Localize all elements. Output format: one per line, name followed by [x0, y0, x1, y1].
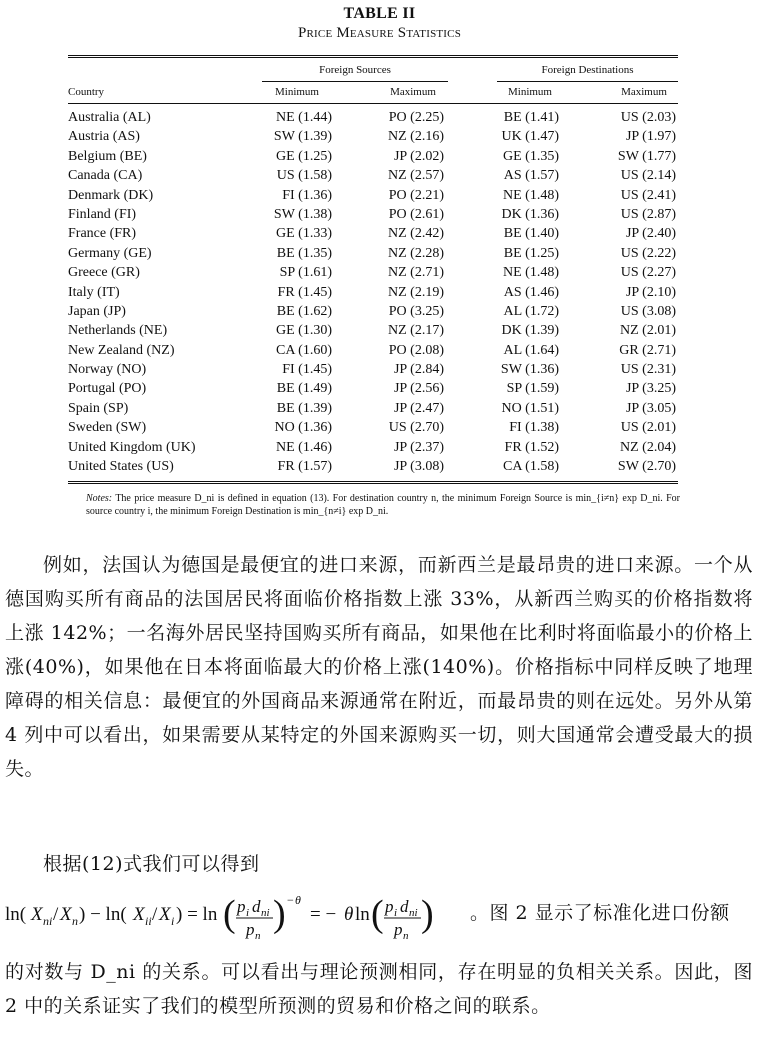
cell-source-min: FI (1.45) [282, 362, 332, 378]
cell-source-min: FI (1.36) [282, 187, 332, 203]
cell-source-min: BE (1.35) [276, 245, 332, 261]
cell-country: Greece (GR) [68, 265, 140, 281]
svg-text:(: ( [223, 893, 236, 935]
cell-source-min: GE (1.33) [276, 226, 332, 242]
header-bottom-rule [68, 103, 678, 104]
svg-text:d: d [252, 897, 261, 916]
svg-text:ln: ln [355, 904, 370, 925]
cell-dest-min: BE (1.25) [503, 245, 559, 261]
equation [5, 890, 470, 940]
svg-text:(: ( [371, 893, 384, 935]
cell-dest-max: US (2.14) [620, 168, 676, 184]
cell-source-min: NE (1.46) [276, 439, 332, 455]
column-header-dest-max: Maximum [621, 86, 667, 98]
cell-dest-max: SW (2.70) [617, 459, 676, 475]
cell-source-max: PO (2.21) [388, 187, 444, 203]
svg-text:/: / [152, 904, 158, 925]
cell-dest-min: BE (1.40) [503, 226, 559, 242]
cell-dest-max: US (2.03) [620, 110, 676, 125]
cell-country: New Zealand (NZ) [68, 342, 175, 358]
cell-dest-max: US (2.31) [620, 362, 676, 378]
cell-source-max: NZ (2.19) [388, 284, 444, 300]
table-subtitle: Price Measure Statistics [297, 25, 462, 41]
cell-country: Italy (IT) [68, 284, 120, 300]
table-row [0, 147, 759, 166]
svg-text:i: i [171, 914, 175, 928]
equation-trailing-text: 。图 2 显示了标准化进口份额 [470, 902, 730, 924]
cell-source-max: NZ (2.17) [388, 323, 444, 339]
cell-dest-min: SP (1.59) [506, 381, 559, 397]
table-top-rule [68, 55, 678, 56]
cell-source-max: PO (3.25) [388, 303, 444, 319]
table-bottom-rule [68, 481, 678, 482]
column-header-source-min: Minimum [274, 86, 319, 98]
cell-source-max: US (2.70) [388, 420, 444, 436]
svg-text:θ: θ [295, 893, 301, 907]
table-notes [86, 492, 680, 518]
table-top-rule-2 [68, 57, 678, 58]
cell-dest-min: NE (1.48) [503, 265, 559, 281]
svg-text:): ) [273, 893, 286, 935]
table-row [0, 457, 759, 476]
svg-text:X: X [31, 904, 43, 925]
svg-text:ni: ni [43, 914, 53, 928]
svg-text:θ: θ [344, 904, 354, 925]
group-header-foreign-destinations: Foreign Destinations [541, 64, 634, 76]
svg-text:= −: = − [310, 904, 337, 925]
svg-text:ni: ni [261, 907, 270, 919]
svg-text:n: n [403, 930, 409, 940]
svg-text:): ) [421, 893, 434, 935]
table-row [0, 244, 759, 263]
cell-dest-max: JP (3.05) [625, 400, 676, 416]
cell-country: Belgium (BE) [68, 148, 147, 164]
svg-text:ii: ii [145, 914, 152, 928]
cell-source-max: PO (2.61) [388, 206, 444, 222]
table-bottom-rule-2 [68, 483, 678, 484]
group-rule-destinations [497, 81, 678, 82]
cell-country: Australia (AL) [68, 110, 151, 125]
cell-dest-max: SW (1.77) [617, 148, 676, 164]
cell-country: Japan (JP) [68, 303, 126, 319]
table-row [0, 283, 759, 302]
cell-dest-max: JP (2.10) [625, 284, 676, 300]
cell-source-min: BE (1.39) [276, 400, 332, 416]
cell-country: United Kingdom (UK) [68, 439, 196, 455]
equation-line [5, 890, 755, 940]
cell-source-min: BE (1.49) [276, 381, 332, 397]
cell-dest-min: NE (1.48) [503, 187, 559, 203]
cell-source-max: JP (2.56) [393, 381, 444, 397]
cell-source-max: NZ (2.28) [388, 245, 444, 261]
cell-source-max: NZ (2.42) [388, 226, 444, 242]
body-paragraph-1: 例如，法国认为德国是最便宜的进口来源，而新西兰是最昂贵的进口来源。一个从德国购买所有商品的法国居民将面临价格指数上涨 33%，从新西兰购买的价格指数将上涨 142%；一名海外居民坚持国购买所有商品，如果他在比利时将面临最小的价格上涨(40%)，如果他在日本将面临最大的价格上涨(140%)。价格指标中同样反映了地理障碍的相关信息：最便宜的外国商品来源通常在附近，而最昂贵的则在远处。另外从第 4 列中可以看出，如果需要从某特定的外国来源购买一切，则大国通常会遭受最大的损失。 [5, 554, 753, 780]
svg-text:ni: ni [409, 907, 418, 919]
cell-country: Norway (NO) [68, 362, 147, 378]
cell-source-min: SW (1.38) [273, 206, 332, 222]
cell-source-min: US (1.58) [276, 168, 332, 184]
svg-text:ln(: ln( [5, 904, 27, 925]
cell-dest-min: SW (1.36) [500, 362, 559, 378]
cell-dest-min: DK (1.36) [501, 206, 559, 222]
svg-text:p: p [246, 920, 255, 939]
cell-dest-max: US (3.08) [620, 303, 676, 319]
column-header-country: Country [68, 86, 105, 98]
cell-dest-min: FI (1.38) [509, 420, 559, 436]
svg-text:n: n [72, 914, 78, 928]
table-row [0, 302, 759, 321]
table-row [0, 438, 759, 457]
cell-dest-max: GR (2.71) [619, 342, 676, 358]
cell-dest-min: UK (1.47) [501, 129, 559, 145]
cell-source-max: JP (2.02) [393, 148, 444, 164]
cell-dest-max: US (2.27) [620, 265, 676, 281]
svg-text:/: / [53, 904, 59, 925]
svg-text:p: p [237, 897, 246, 916]
body-paragraph-3: 的对数与 D_ni 的关系。可以看出与理论预测相同，存在明显的负相关关系。因此，图 2 中的关系证实了我们的模型所预测的贸易和价格之间的联系。 [5, 961, 753, 1017]
table-row [0, 224, 759, 243]
cell-dest-max: JP (1.97) [625, 129, 676, 145]
cell-country: Denmark (DK) [68, 187, 154, 203]
cell-country: Netherlands (NE) [68, 323, 168, 339]
svg-text:i: i [394, 907, 398, 919]
cell-source-min: BE (1.62) [276, 303, 332, 319]
cell-country: United States (US) [68, 459, 174, 475]
cell-country: Sweden (SW) [68, 420, 147, 436]
table-row [0, 166, 759, 185]
cell-dest-min: FR (1.52) [504, 439, 559, 455]
table-row [0, 127, 759, 146]
column-header-dest-min: Minimum [507, 86, 552, 98]
svg-text:n: n [255, 930, 261, 940]
cell-dest-min: AL (1.72) [503, 303, 559, 319]
svg-text:) = ln: ) = ln [176, 904, 218, 925]
group-rule-sources [262, 81, 448, 82]
cell-source-min: GE (1.25) [276, 148, 332, 164]
cell-dest-max: US (2.01) [620, 420, 676, 436]
cell-dest-max: US (2.22) [620, 245, 676, 261]
group-header-foreign-sources: Foreign Sources [319, 64, 391, 76]
table-row [0, 108, 759, 127]
notes-text: The price measure D_ni is defined in equation (13). For destination country n, the minimum Foreign Source is min_{i≠n} exp D_ni. For source country i, the minimum Foreign Destination is min_{n≠i} exp D_ni. [86, 493, 681, 517]
table-row [0, 321, 759, 340]
cell-source-max: PO (2.25) [388, 110, 444, 125]
cell-source-min: FR (1.45) [277, 284, 332, 300]
cell-source-min: NE (1.44) [276, 110, 332, 125]
cell-country: Finland (FI) [68, 206, 137, 222]
table-row [0, 263, 759, 282]
cell-dest-min: AS (1.46) [503, 284, 559, 300]
cell-dest-min: AL (1.64) [503, 342, 559, 358]
svg-text:X: X [159, 904, 171, 925]
cell-source-max: NZ (2.71) [388, 265, 444, 281]
cell-country: Germany (GE) [68, 245, 152, 261]
cell-source-max: NZ (2.57) [388, 168, 444, 184]
cell-source-max: JP (3.08) [393, 459, 444, 475]
table-row [0, 186, 759, 205]
svg-text:X: X [133, 904, 145, 925]
cell-source-min: GE (1.30) [276, 323, 332, 339]
cell-dest-max: NZ (2.04) [620, 439, 676, 455]
table-body [0, 108, 759, 476]
cell-country: Canada (CA) [68, 168, 143, 184]
body-paragraph-2: 根据(12)式我们可以得到 [43, 853, 260, 875]
cell-source-min: NO (1.36) [274, 420, 332, 436]
svg-text:d: d [400, 897, 409, 916]
svg-text:i: i [246, 907, 250, 919]
table-row [0, 379, 759, 398]
cell-dest-min: AS (1.57) [503, 168, 559, 184]
cell-country: Austria (AS) [68, 129, 140, 145]
cell-source-min: FR (1.57) [277, 459, 332, 475]
cell-country: Portugal (PO) [68, 381, 147, 397]
cell-source-max: NZ (2.16) [388, 129, 444, 145]
cell-dest-min: CA (1.58) [503, 459, 559, 475]
cell-source-min: CA (1.60) [276, 342, 332, 358]
table-row [0, 341, 759, 360]
table-title: TABLE II [343, 5, 416, 22]
cell-source-max: JP (2.37) [393, 439, 444, 455]
cell-dest-max: JP (2.40) [625, 226, 676, 242]
svg-text:) − ln(: ) − ln( [79, 904, 127, 925]
cell-country: France (FR) [68, 226, 137, 242]
table-row [0, 205, 759, 224]
cell-dest-max: NZ (2.01) [620, 323, 676, 339]
svg-text:−: − [287, 893, 294, 907]
cell-source-max: JP (2.84) [393, 362, 444, 378]
cell-dest-min: NO (1.51) [501, 400, 559, 416]
table-row [0, 399, 759, 418]
cell-dest-max: JP (3.25) [625, 381, 676, 397]
cell-dest-max: US (2.87) [620, 206, 676, 222]
cell-dest-min: GE (1.35) [503, 148, 559, 164]
cell-source-min: SP (1.61) [279, 265, 332, 281]
svg-text:p: p [385, 897, 394, 916]
cell-dest-min: DK (1.39) [501, 323, 559, 339]
table-row [0, 360, 759, 379]
svg-text:p: p [394, 920, 403, 939]
svg-text:X: X [60, 904, 72, 925]
cell-country: Spain (SP) [68, 400, 129, 416]
cell-source-max: JP (2.47) [393, 400, 444, 416]
cell-source-max: PO (2.08) [388, 342, 444, 358]
cell-source-min: SW (1.39) [273, 129, 332, 145]
cell-dest-max: US (2.41) [620, 187, 676, 203]
notes-label: Notes: [86, 493, 113, 504]
column-header-source-max: Maximum [390, 86, 436, 98]
cell-dest-min: BE (1.41) [503, 110, 559, 125]
table-row [0, 418, 759, 437]
